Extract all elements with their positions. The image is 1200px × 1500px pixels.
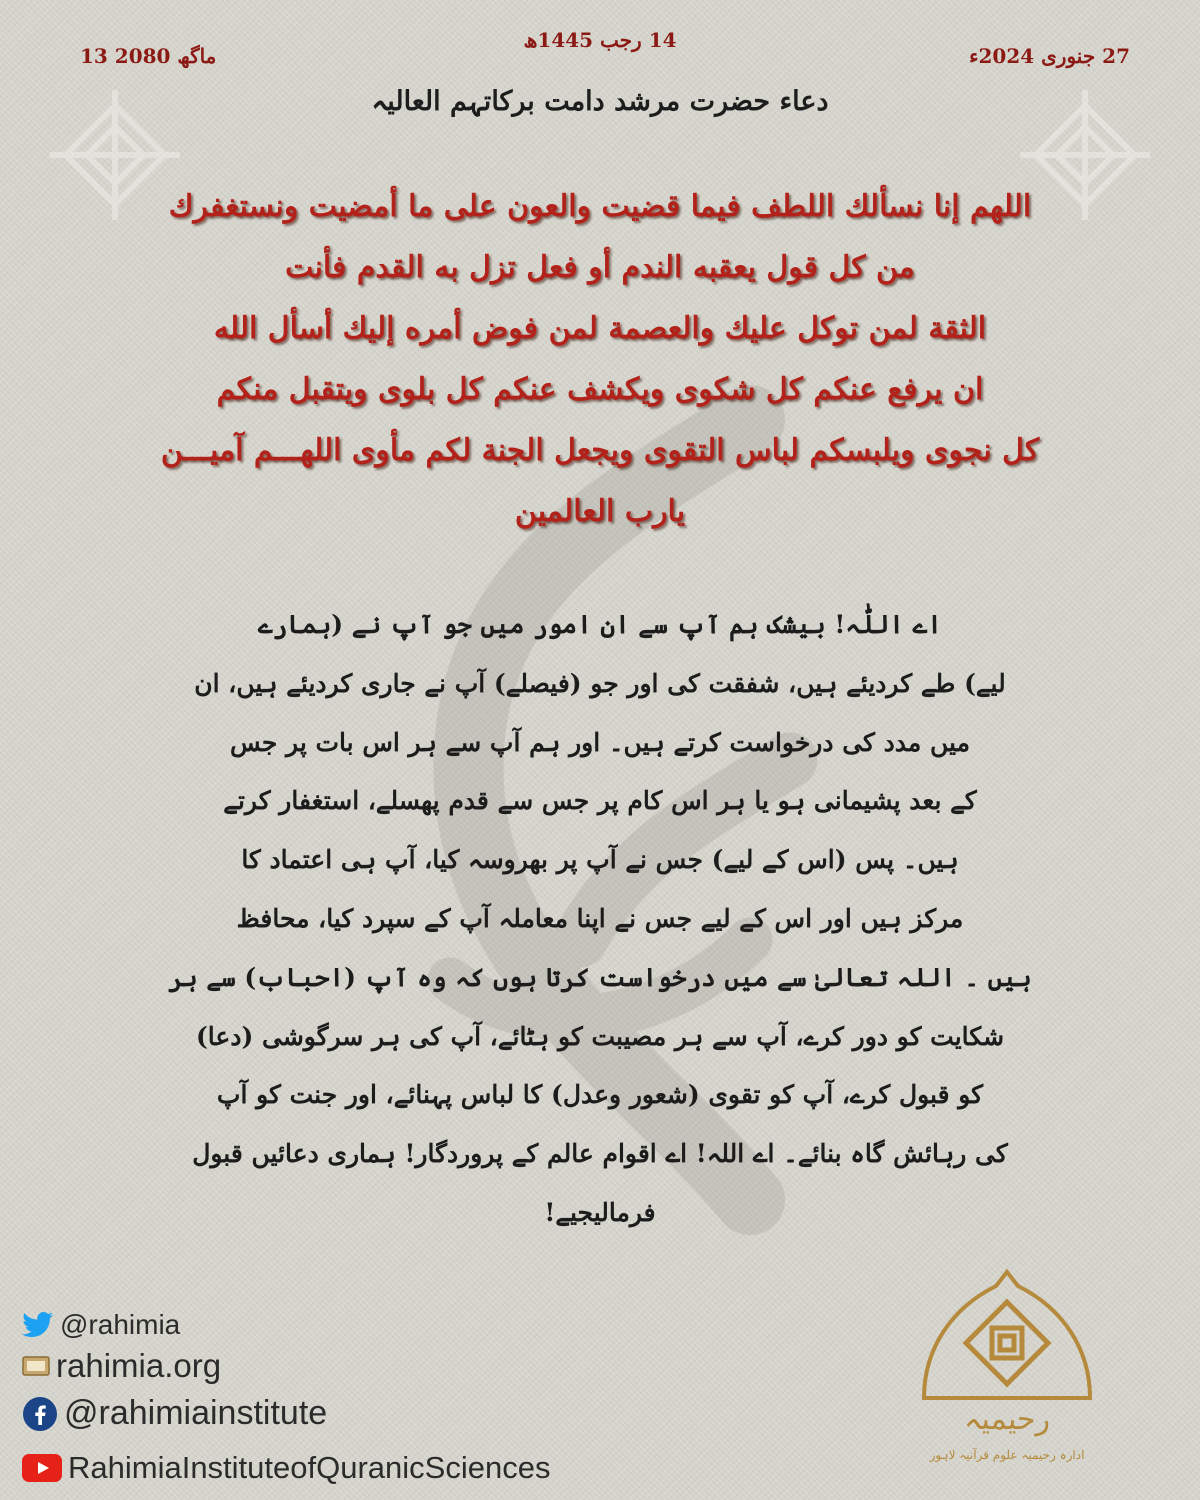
arabic-line: الثقة لمن توكل عليك والعصمة لمن فوض أمره إليك أسأل الله — [213, 311, 987, 346]
urdu-translation — [160, 596, 1040, 1243]
urdu-line: کی رہائش گاہ بنائے۔ اے اللہ! اے اقوام عالم کے پروردگار! ہماری دعائیں قبول — [192, 1139, 1008, 1169]
page-title: دعاء حضرت مرشد دامت برکاتہم العالیہ — [371, 86, 829, 117]
facebook-icon — [22, 1396, 58, 1432]
youtube-link[interactable] — [22, 1450, 550, 1486]
logo-name: رحیمیہ — [963, 1402, 1051, 1437]
arabic-line: ان يرفع عنكم كل شكوى ويكشف عنكم كل بلوى ويتقبل منكم — [216, 372, 984, 407]
twitter-handle: @rahimia — [60, 1309, 181, 1340]
arabic-dua — [90, 176, 1110, 542]
arabic-line: يارب العالمين — [514, 494, 686, 529]
arabic-line: من كل قول يعقبه الندم أو فعل تزل به القدم فأنت — [285, 250, 915, 285]
youtube-channel: RahimiaInstituteofQuranicSciences — [68, 1450, 551, 1485]
urdu-line: کو قبول کرے، آپ کو تقوی (شعور وعدل) کا لباس پہنائے، اور جنت کو آپ — [216, 1080, 984, 1110]
web-icon — [22, 1354, 50, 1378]
arabic-line: كل نجوى ويلبسكم لباس التقوى ويجعل الجنة لكم مأوى اللهـــم آميـــن — [160, 433, 1040, 468]
bikrami-date: 13 ماگھ 2080 — [80, 44, 217, 68]
urdu-line: شکایت کو دور کرے، آپ سے ہر مصیبت کو ہٹائے، آپ کی ہر سرگوشی (دعا) — [195, 1021, 1005, 1051]
urdu-line: ہیں۔ پس (اس کے لیے) جس نے آپ پر بھروسہ کیا، آپ ہی اعتماد کا — [241, 845, 959, 875]
urdu-line: لیے) طے کردیئے ہیں، شفقت کی اور جو (فیصلے) آپ نے جاری کردیئے ہیں، ان — [194, 668, 1006, 698]
urdu-line: اے اللّٰہ! بیشک ہم آپ سے ان امور میں جو آپ نے (ہمارے — [258, 610, 942, 639]
twitter-link[interactable] — [22, 1309, 180, 1341]
urdu-line: فرمالیجیے! — [544, 1197, 656, 1227]
rahimia-logo — [912, 1268, 1102, 1488]
logo-subtitle: ادارہ رحیمیہ علوم قرآنیہ لاہور — [929, 1448, 1085, 1462]
twitter-bird-icon — [22, 1312, 54, 1338]
urdu-line: مرکز ہیں اور اس کے لیے جس نے اپنا معاملہ آپ کے سپرد کیا، محافظ — [236, 903, 964, 933]
facebook-link[interactable] — [22, 1394, 327, 1433]
website-url: rahimia.org — [56, 1347, 222, 1384]
website-link[interactable] — [22, 1347, 221, 1385]
hijri-date: 14 رجب 1445ھ — [523, 28, 677, 52]
arabic-line: اللهم إنا نسألك اللطف فيما قضيت والعون على ما أمضيت ونستغفرك — [168, 189, 1032, 224]
urdu-line: کے بعد پشیمانی ہو یا ہر اس کام پر جس سے قدم پھسلے، استغفار کرتے — [223, 786, 977, 816]
urdu-line: میں مدد کی درخواست کرتے ہیں۔ اور ہم آپ سے ہر اس بات پر جس — [230, 727, 970, 757]
facebook-handle: @rahimiainstitute — [64, 1394, 328, 1432]
youtube-play-icon — [22, 1454, 62, 1482]
gregorian-date: 27 جنوری 2024ء — [969, 44, 1130, 68]
urdu-line: ہیں ۔ اللہ تعالیٰ سے میں درخواست کرتا ہوں کہ وہ آپ (احباب) سے ہر — [168, 962, 1032, 992]
